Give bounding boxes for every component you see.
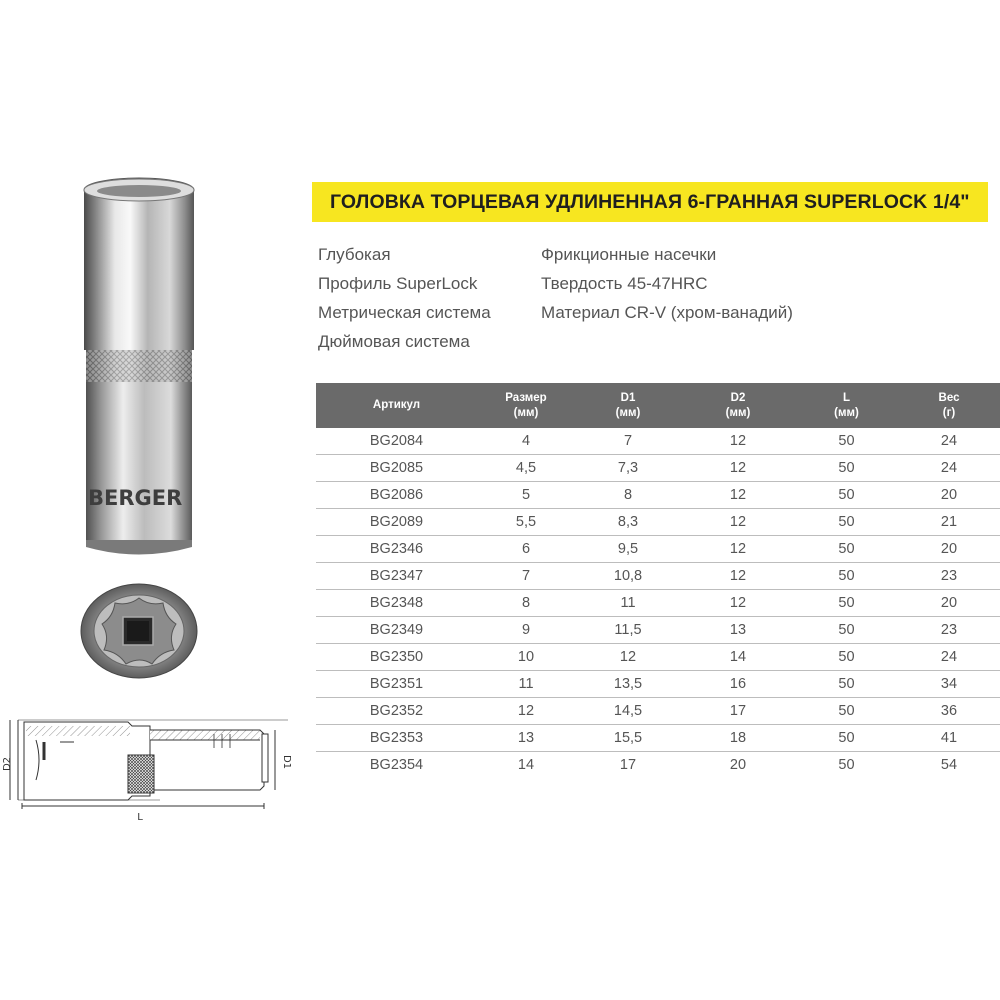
cell-length: 50 [795,671,898,698]
cell-size: 7 [477,563,575,590]
cell-weight: 24 [898,428,1000,455]
cell-article: BG2085 [316,455,477,482]
table-row [316,644,1000,671]
header-label: Размер [505,391,547,404]
cell-d2: 18 [681,725,795,752]
features-right [541,240,793,327]
cell-d2: 14 [681,644,795,671]
feature-item: Материал CR-V (хром-ванадий) [541,303,793,322]
cell-d2: 12 [681,455,795,482]
cell-article: BG2353 [316,725,477,752]
cell-size: 5,5 [477,509,575,536]
cell-weight: 20 [898,536,1000,563]
cell-weight: 41 [898,725,1000,752]
cell-weight: 21 [898,509,1000,536]
cell-weight: 24 [898,644,1000,671]
cell-d1: 7 [575,428,681,455]
cell-size: 5 [477,482,575,509]
cell-d1: 8 [575,482,681,509]
cell-weight: 20 [898,590,1000,617]
header-weight [898,383,1000,428]
table-row [316,752,1000,779]
header-unit: (мм) [725,406,751,419]
header-d2 [681,383,795,428]
cell-article: BG2351 [316,671,477,698]
header-unit: (мм) [834,406,859,419]
cell-length: 50 [795,590,898,617]
cell-weight: 23 [898,617,1000,644]
cell-d2: 12 [681,563,795,590]
cell-d1: 8,3 [575,509,681,536]
dim-label-l: L [137,812,143,823]
header-unit: (мм) [513,406,539,419]
feature-item: Глубокая [318,245,391,264]
cell-length: 50 [795,536,898,563]
cell-d2: 12 [681,590,795,617]
table-row [316,428,1000,455]
specs-table [316,383,1000,778]
cell-size: 4 [477,428,575,455]
header-label: Артикул [372,399,421,411]
cell-length: 50 [795,725,898,752]
cell-size: 10 [477,644,575,671]
table-row [316,590,1000,617]
cell-length: 50 [795,509,898,536]
cell-d1: 11 [575,590,681,617]
cell-d1: 13,5 [575,671,681,698]
cell-d1: 7,3 [575,455,681,482]
header-unit: (мм) [615,406,641,419]
title-banner [312,182,988,222]
header-d1 [575,383,681,428]
feature-item: Профиль SuperLock [318,274,478,293]
header-length [795,383,898,428]
cell-size: 11 [477,671,575,698]
header-size [477,383,575,428]
cell-length: 50 [795,698,898,725]
cell-length: 50 [795,563,898,590]
feature-item: Твердость 45-47HRC [541,274,708,293]
cell-length: 50 [795,644,898,671]
cell-d2: 16 [681,671,795,698]
cell-d2: 13 [681,617,795,644]
cell-size: 13 [477,725,575,752]
cell-d2: 12 [681,509,795,536]
cell-weight: 54 [940,757,958,773]
header-label: Вес [938,391,960,404]
product-title: ГОЛОВКА ТОРЦЕВАЯ УДЛИНЕННАЯ 6-ГРАННАЯ SUPERLOCK 1/4" [330,190,970,213]
brand-engraving: BERGER [88,486,183,510]
table-row [316,671,1000,698]
cell-length: 50 [795,482,898,509]
cell-article: BG2089 [316,509,477,536]
cell-size: 9 [477,617,575,644]
socket-end-view [81,584,197,678]
cell-d1: 17 [619,757,637,773]
cell-weight: 20 [898,482,1000,509]
cell-article: BG2084 [316,428,477,455]
cell-d1: 12 [575,644,681,671]
table-row [316,455,1000,482]
header-article [316,383,477,428]
product-illustration [0,0,300,840]
table-header-row [316,383,1000,428]
technical-drawing [10,720,288,809]
dim-label-d1: D1 [281,754,292,770]
cell-article: BG2086 [316,482,477,509]
cell-d2: 12 [681,482,795,509]
table-row [316,482,1000,509]
cell-weight: 23 [898,563,1000,590]
cell-d1: 15,5 [575,725,681,752]
cell-weight: 36 [898,698,1000,725]
cell-d2: 12 [681,428,795,455]
table-row [316,563,1000,590]
cell-article: BG2348 [316,590,477,617]
cell-length: 50 [795,617,898,644]
cell-weight: 24 [898,455,1000,482]
cell-d1: 11,5 [575,617,681,644]
cell-d2: 20 [729,757,747,773]
cell-article: BG2347 [316,563,477,590]
socket-photo [84,178,194,555]
table-row [316,509,1000,536]
cell-size: 8 [477,590,575,617]
cell-length: 50 [795,455,898,482]
cell-length: 50 [795,428,898,455]
table-body [316,428,1000,778]
feature-item: Метрическая система [318,303,491,322]
cell-d2: 12 [681,536,795,563]
cell-article: BG2350 [316,644,477,671]
dim-label-d2: D2 [2,756,13,772]
features-left [318,240,491,356]
cell-d1: 14,5 [575,698,681,725]
table-row [316,617,1000,644]
cell-article: BG2349 [316,617,477,644]
cell-size: 12 [477,698,575,725]
table-row [316,698,1000,725]
cell-size: 4,5 [477,455,575,482]
feature-item: Дюймовая система [318,332,470,351]
header-label: L [842,391,851,404]
cell-article: BG2354 [369,757,424,773]
cell-article: BG2346 [316,536,477,563]
cell-d1: 9,5 [575,536,681,563]
table-row [316,725,1000,752]
cell-size: 14 [517,757,535,773]
cell-size: 6 [477,536,575,563]
cell-d1: 10,8 [575,563,681,590]
header-unit: (г) [942,406,956,419]
cell-length: 50 [838,757,855,773]
feature-item: Фрикционные насечки [541,245,717,264]
cell-weight: 34 [898,671,1000,698]
table-row [316,536,1000,563]
header-label: D2 [730,391,746,404]
cell-d2: 17 [681,698,795,725]
cell-article: BG2352 [316,698,477,725]
header-label: D1 [620,391,636,404]
